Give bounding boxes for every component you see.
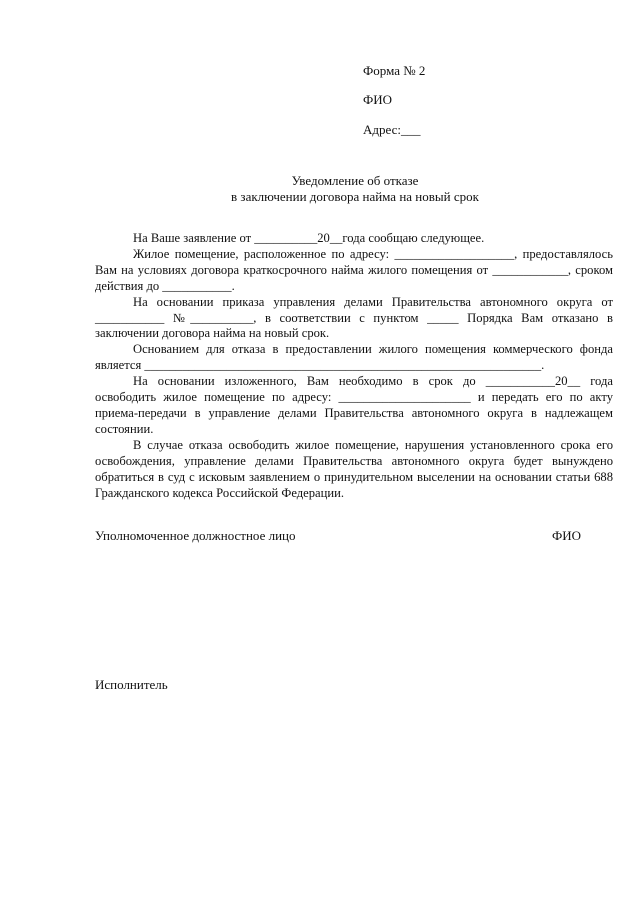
paragraph-refusal: В случае отказа освободить жилое помещение, нарушения установленного срока его освобождения, управление делами Правительства автономного округа будет вынуждено обратиться в суд с исковым заявлением о принудительном выселении на основании статьи 688 Гражданского кодекса Российской Федерации. (95, 437, 613, 500)
paragraph-application: На Ваше заявление от __________20__года сообщаю следующее. (133, 231, 485, 245)
paragraph-vacate: На основании изложенного, Вам необходимо в срок до ___________20__ года освободить жилое помещение по адресу: _____________________ и передать его по акту приема-передачи в управление делами Правительства автономного округа в надлежащем состоянии. (95, 374, 613, 436)
notice-body (95, 231, 613, 501)
header-fio: ФИО (363, 92, 393, 107)
form-number: Форма № 2 (363, 63, 426, 78)
paragraph-reason: Основанием для отказа в предоставлении жилого помещения коммерческого фонда является _______________________________________________________________. (95, 342, 613, 373)
document-subtitle: в заключении договора найма на новый срок (231, 189, 479, 204)
signature-fio: ФИО (552, 528, 582, 543)
paragraph-order: На основании приказа управления делами Правительства автономного округа от ___________ №__________, в соответствии с пунктом _____ Порядка Вам отказано в заключении договора найма на новый срок. (95, 294, 613, 341)
header-address: Адрес:___ (363, 122, 421, 137)
executor-label: Исполнитель (95, 677, 168, 692)
official-label: Уполномоченное должностное лицо (95, 528, 296, 543)
paragraph-premises: Жилое помещение, расположенное по адресу: ___________________, предоставлялось Вам на условиях договора краткосрочного найма жилого помещения от ____________, сроком действия до ___________. (95, 246, 613, 293)
document-title: Уведомление об отказе (291, 173, 419, 188)
